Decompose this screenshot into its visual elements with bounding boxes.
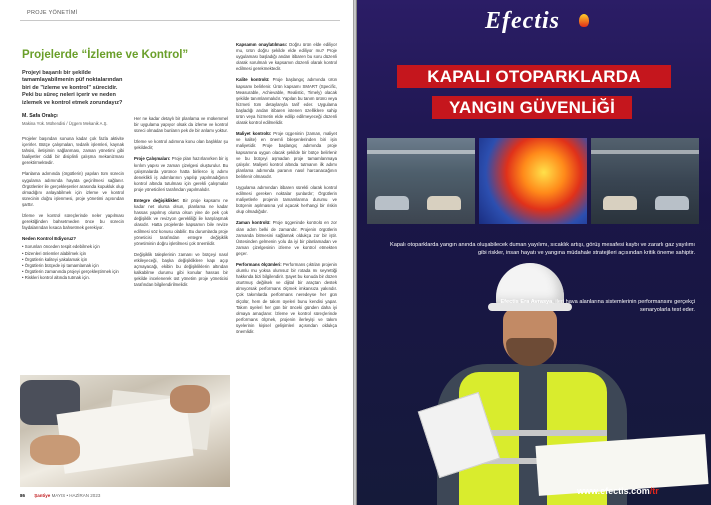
ad-description-2 bbox=[477, 298, 695, 314]
paragraph-label: Maliyet kontrolü: bbox=[236, 131, 272, 137]
paragraph-text: Proje plan hazırlanırken bir iş kırılım yapısı ve zaman çizelgesi oluşturulur. Bu çalışmalarda yürünce hatta birilerce iş adımı deneklikli iş adımlarının yapılıp yapılmadığının kontrol altında tutulması için gerekli çalışmalar proje yöneticileri tarafından yapılmalıdır. bbox=[134, 156, 228, 192]
bullet-list bbox=[22, 244, 124, 281]
article-column-3 bbox=[236, 42, 337, 340]
article-column-1 bbox=[22, 136, 124, 284]
section-divider bbox=[20, 20, 340, 21]
paragraph bbox=[236, 220, 337, 257]
paragraph bbox=[236, 131, 337, 180]
paragraph-label: Proje Çalışmaları: bbox=[134, 156, 171, 162]
photo-ceiling bbox=[591, 150, 699, 154]
paragraph-text: Bir proje kapsamı ne kadar net olursa olsun, planlama ne kadar hassas yapılmış olursa olsun yine de pek çok değişiklik ve revizyon gerekliliği ile karşılaşmak olasıdır. Hatta projelerde kapsamın bile revize edilmesi söz konusu olabilir. Bu durumlarda proje yöneticisi tarafından entegre değişiklik yönetiminin doğru işletilmesi çok önemlidir. bbox=[134, 198, 228, 246]
flame-icon bbox=[579, 14, 589, 27]
list-item: • Dizenleri önlemler alabilmek için bbox=[22, 251, 124, 257]
paragraph-label: Kalite kontrolü: bbox=[236, 77, 270, 83]
thermal-simulation-image bbox=[479, 138, 587, 224]
paragraph-text: Performans çıktıları projenin olumlu mu yoksa olumsuz bir rotada mı seyrettiği hakkında bizi bilgilendirir. Şayet bu konuda bir düzen oturtmuş değilsek ve dijital bir araçtan destek almıyorsak performans ölçmek imkansıza yakındır. Çok takımlarda performans neredeyse her gün ölçülür, hem de takım üyeleri bunu kendisi yapar. Takım üyeleri her gün bir önceki günden daha iyi olmaya amaçlanır. İzleme ve kontrol süreçlerinde performans ölçmek, projenin ilerleyişi ve takım üyelerinin kişisel gelişimleri açısından oldukça önemlidir. bbox=[236, 262, 338, 335]
website-link[interactable] bbox=[577, 486, 659, 496]
paragraph: Her ne kadar detaylı bir planlama ve mükemmel bir uygulama yapıyor olsak da izleme ve kontrol süreci olmadan bunların pek de bir anlamı yoktur. bbox=[134, 116, 228, 134]
paragraph bbox=[134, 198, 228, 247]
subheading: Neden Kontrol Ediyoruz? bbox=[22, 236, 76, 242]
list-item: • Örgütlerin zamanında projeyi gerçekleştirmek için bbox=[22, 269, 124, 275]
photo-hand bbox=[30, 435, 80, 465]
section-label: PROJE YÖNETİMİ bbox=[27, 10, 78, 16]
page-footer bbox=[20, 493, 100, 498]
paragraph bbox=[236, 77, 337, 126]
paragraph: Değişiklik taleplerinin zamanı ve bütçeyi nasıl etkileyeceği, başka değişikliklere kapı açıp açmayacağı, ekibin bu değişikliklerin altından kalkabilme durumu gibi konular hassas bir şekilde incelenerek üst yönetim proje yöneticisi tarafından bilgilendirilmelidir. bbox=[134, 251, 228, 288]
list-item: • Riskleri kontrol altında tutmak için. bbox=[22, 275, 124, 281]
paragraph bbox=[236, 262, 337, 335]
parking-photo bbox=[591, 138, 699, 224]
issue-date: MAYIS • HAZİRAN 2023 bbox=[51, 493, 101, 498]
list-item: • Sorunları önceden tespit edebilmek için bbox=[22, 244, 124, 250]
paragraph-label: Performans ölçümleri: bbox=[236, 262, 282, 267]
article-title: Projelerde “İzleme ve Kontrol” bbox=[22, 49, 189, 61]
list-item: • Örgütlerin kaliteyi yakalamak için bbox=[22, 257, 124, 263]
paragraph: Uygulama adımından itibaren sürekli olarak kontrol edilmesi gereken noktalar şunlardır; Örgütlerin maliyetlerle projenin tamamlanma durumu ve bütçenin aşılmasına yol açacak herhangi bir riskin olup olmadığıdır. bbox=[236, 184, 337, 215]
photo-hand bbox=[170, 385, 210, 413]
company-name: Efectis Era Avrasya bbox=[500, 299, 553, 305]
paragraph-label: Kapsamın onaylatılması: bbox=[236, 42, 288, 47]
article-photo bbox=[20, 375, 230, 487]
paragraph-label: Entegre değişiklikler: bbox=[134, 198, 180, 204]
paragraph: İzleme ve kontrol adımına konu olan başlıklar şu şekildedir; bbox=[134, 139, 228, 151]
magazine-brand: Şantiye bbox=[34, 493, 51, 498]
advertisement-page bbox=[357, 0, 711, 505]
photo-ceiling bbox=[367, 150, 475, 154]
paragraph: İzleme ve kontrol süreçlerinde neler yapılması gerektiğinden bahsetmeden önce bu sürecin faydalarından kısaca bahsetmek gerekiyor. bbox=[22, 213, 124, 231]
editorial-page bbox=[0, 0, 353, 505]
photo-car bbox=[603, 196, 637, 210]
article-column-2 bbox=[134, 116, 228, 293]
url-main: www.efectis.com bbox=[577, 486, 650, 496]
parking-photo bbox=[367, 138, 475, 224]
ad-description-2-text: , ileri hava alanlarına sistemlerinin performansını gerçekçi senaryolarla test eder. bbox=[552, 299, 695, 313]
paragraph: Planlama adımında (örgütlerin) yapılan tüm sürecin uygulama adımında hayata geçirilmesi sağlanır. Örgütlenler ile gerçekleşenler arasında kopukluk olup olmadığını anlayabilmek için izleme ve kontrol sürecinin doğru işlenmesi, proje yönetimi açısından şarttır. bbox=[22, 171, 124, 207]
paragraph-label: Zaman kontrolü: bbox=[236, 220, 271, 226]
paragraph bbox=[134, 156, 228, 193]
article-lead: Projeyi başarılı bir şekilde tamamlayabilmenin püf noktalarından biri de "izleme ve kontrol" sürecidir. Peki bu süreç neleri içerir ve neden izlemek ve kontrol etmek zorundayız? bbox=[22, 70, 123, 106]
author-role: Makina Yük. Mühendisi / Üçgem Mekanik A.Ş. bbox=[22, 121, 108, 126]
photo-car bbox=[655, 196, 689, 210]
ad-headline-1: KAPALI OTOPARKLARDA bbox=[397, 65, 671, 88]
efectis-logo: Efectis bbox=[485, 8, 560, 34]
paragraph bbox=[236, 42, 337, 72]
author-name: M. Safa Oralıçı bbox=[22, 113, 58, 119]
list-item: • Örgütlerin bütçede işi tamamlamak için bbox=[22, 263, 124, 269]
paragraph-text: Proje üçgeninin (zaman, maliyet ve kalite) en önemli bileşenlerinden biri işin maliyetidir. Proje başlangıç adımında proje kapsamına uygun olacak şekilde bir bütçe belirlenir ve bu bütçeyi aşmadan proje tamamlanmaya çalışılır. Maliyeti kontrol altında tutmanın ilk adımı planlama adımında paranın nasıl harcanacağının belirlenir olmasıdır. bbox=[236, 131, 337, 179]
paragraph-text: Doğru ürün elde ediliyor mu, ürün doğru şekilde elde ediliyor mu? Proje uygulaması başladığı andan itibaren bu soru düzenli olarak sorulmalı ve kapsamın düzenli olarak kontrol edilmesi gerekmektedir. bbox=[236, 42, 337, 72]
ad-description: Kapalı otoparklarda yangın anında oluşabilecek duman yayılımı, sıcaklık artışı, görüş mesafesi kaybı ve zararlı gaz yayılımı gibi riskler, insan hayatı ve yangına müdahale stratejileri açısından kritik öneme sahiptir. bbox=[389, 242, 695, 256]
paragraph: Projeler başından sonuna kadar çok fazla aktivite içerirler. Bütçe çalışmaları, tedarik işlemleri, kaynak tahsisi, iletişimin sağlanması, zaman yönetimi gibi faaliyetler ciddi bir disiplinli çalışma mekanizması gerektirmektedir. bbox=[22, 136, 124, 166]
page-number: 86 bbox=[20, 493, 26, 498]
ad-headline-2: YANGIN GÜVENLİĞİ bbox=[432, 96, 632, 119]
paragraph-text: Proje üçgeninde kontrolü en zor olan adım belki de zamandır. Projenin örgütlerin zamanda bitmesini sağlamak oldukça zor bir iştir. Üstesinden gelmenin yolu da iyi bir planlamadan ve zaman çizelgesinin izleme ve kontrol etmekten geçer. bbox=[236, 220, 337, 256]
photo-car bbox=[375, 196, 409, 210]
engineer-beard bbox=[506, 338, 554, 366]
url-suffix: /tr bbox=[649, 486, 659, 496]
paragraph-text: Proje başlangıç adımında ürün kapsamı belirlenir. Ürün kapsamı SMART (Specific, Measurable, Achievable, Realistic, Timely) olacak şekilde tanımlanmalıdır. Yapılan bu tanım ürünü veya hizmeti tüm detaylarıyla tarif eder. Uygulama başladığı andan itibaren istenen özelliklere sahip ürün veya hizmetin elde edilip edilmeyeceği düzenli olarak kontrol edilmelidir. bbox=[236, 77, 337, 126]
photo-car bbox=[427, 196, 461, 210]
